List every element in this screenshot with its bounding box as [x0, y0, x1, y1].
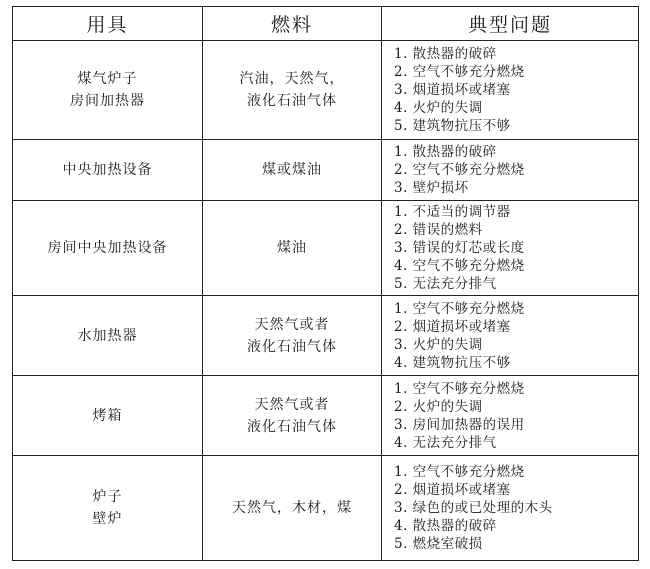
appliance-cell	[13, 140, 203, 201]
problem-item: 2. 空气不够充分燃烧	[394, 162, 525, 178]
table-row	[13, 296, 639, 376]
appliance-cell	[13, 201, 203, 296]
problem-item: 1. 空气不够充分燃烧	[394, 300, 525, 317]
problem-item: 3. 火炉的失调	[394, 336, 483, 353]
problem-item: 3. 绿色的或已处理的木头	[394, 500, 553, 516]
problem-item: 2. 烟道损坏或堵塞	[394, 482, 511, 498]
problem-item: 5. 燃烧室破损	[394, 536, 483, 552]
problem-item: 2. 火炉的失调	[394, 398, 483, 415]
appliance-cell	[13, 296, 203, 376]
fuel-cell-text: 天然气，木材，煤	[232, 500, 352, 516]
problem-item: 1. 空气不够充分燃烧	[394, 380, 525, 397]
problem-item: 1. 散热器的破碎	[394, 144, 497, 160]
problem-item: 4. 无法充分排气	[394, 434, 497, 451]
problem-item: 3. 烟道损坏或堵塞	[394, 82, 511, 98]
appliance-cell	[13, 456, 203, 561]
problem-item: 3. 壁炉损坏	[394, 180, 469, 196]
problems-cell	[382, 456, 639, 561]
appliance-cell-text: 中央加热设备	[62, 162, 153, 178]
problem-item: 2. 错误的燃料	[394, 222, 483, 238]
problem-item: 4. 散热器的破碎	[394, 518, 497, 534]
appliance-cell	[13, 41, 203, 140]
appliance-cell-text: 烤箱	[92, 407, 123, 424]
fuel-cell	[203, 296, 382, 376]
problem-item: 2. 烟道损坏或堵塞	[394, 318, 511, 335]
fuel-cell	[203, 376, 382, 456]
header-problems: 典型问题	[382, 7, 639, 41]
fuel-cell-text: 煤或煤油	[262, 162, 322, 178]
appliance-cell-text: 房间中央加热设备	[47, 240, 168, 256]
problems-cell	[382, 296, 639, 376]
problem-item: 5. 无法充分排气	[394, 276, 497, 292]
appliance-cell-text: 煤气炉子	[77, 71, 138, 87]
fuel-cell	[203, 41, 382, 140]
fuel-cell	[203, 201, 382, 296]
fuel-cell-text: 液化石油气体	[247, 418, 337, 435]
fuel-cell-text: 天然气或者	[254, 396, 330, 413]
fuel-cell-text: 煤油	[277, 240, 307, 256]
header-appliance: 用具	[13, 7, 203, 41]
table-row	[13, 201, 639, 296]
appliance-cell	[13, 376, 203, 456]
table-row	[13, 456, 639, 561]
fuel-cell	[203, 140, 382, 201]
problem-item: 1. 散热器的破碎	[394, 46, 497, 62]
problem-item: 4. 火炉的失调	[394, 100, 483, 116]
appliance-cell-text: 房间加热器	[70, 93, 145, 109]
appliance-cell-text: 水加热器	[77, 327, 138, 344]
fuel-cell	[203, 456, 382, 561]
table-header-row	[13, 7, 639, 41]
problem-item: 1. 空气不够充分燃烧	[394, 464, 525, 480]
fuel-cell-text: 汽油，天然气，	[239, 71, 345, 87]
header-fuel: 燃料	[203, 7, 382, 41]
problem-item: 3. 房间加热器的误用	[394, 416, 525, 433]
problems-cell	[382, 41, 639, 140]
problem-item: 2. 空气不够充分燃烧	[394, 64, 525, 80]
table-row	[13, 376, 639, 456]
appliance-cell-text: 炉子	[92, 489, 123, 505]
fuel-cell-text: 液化石油气体	[247, 338, 337, 355]
problem-item: 1. 不适当的调节器	[394, 204, 511, 220]
appliance-problems-table	[12, 6, 639, 561]
table-row	[13, 41, 639, 140]
problems-cell	[382, 140, 639, 201]
problem-item: 4. 建筑物抗压不够	[394, 354, 511, 371]
problem-item: 5. 建筑物抗压不够	[394, 118, 511, 134]
problem-item: 3. 错误的灯芯或长度	[394, 240, 525, 256]
fuel-cell-text: 天然气或者	[254, 316, 330, 333]
problem-item: 4. 空气不够充分燃烧	[394, 258, 525, 274]
appliance-cell-text: 壁炉	[92, 511, 123, 527]
fuel-cell-text: 液化石油气体	[247, 93, 337, 109]
table-row	[13, 140, 639, 201]
problems-cell	[382, 376, 639, 456]
problems-cell	[382, 201, 639, 296]
